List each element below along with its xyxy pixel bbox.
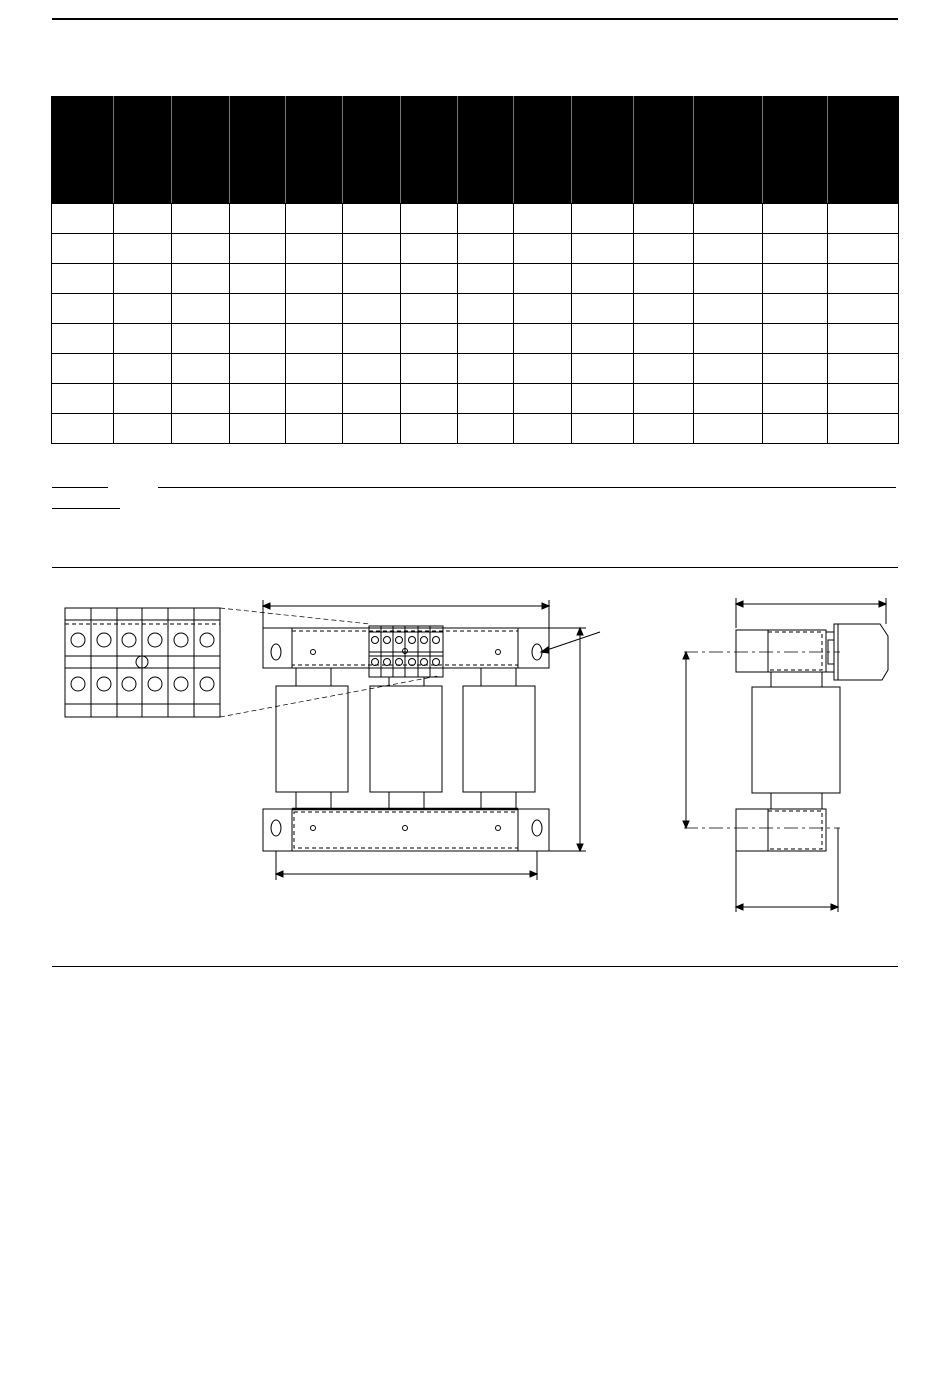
table-cell [342, 293, 400, 323]
table-cell [762, 203, 827, 233]
table-cell [342, 383, 400, 413]
header-cell [229, 96, 285, 203]
table-cell [571, 233, 633, 263]
table-cell [513, 413, 571, 443]
front-view [263, 600, 600, 880]
table-cell [513, 353, 571, 383]
table-cell [571, 323, 633, 353]
header-cell [285, 96, 342, 203]
table-cell [457, 383, 513, 413]
table-cell [285, 383, 342, 413]
table-cell [51, 263, 113, 293]
table-cell [513, 263, 571, 293]
table-cell [762, 323, 827, 353]
note-underline-left [52, 487, 108, 488]
header-cell [400, 96, 457, 203]
table-cell [571, 203, 633, 233]
table-cell [342, 413, 400, 443]
table-cell [762, 353, 827, 383]
table-cell [171, 353, 229, 383]
table-cell [633, 353, 693, 383]
table-cell [285, 203, 342, 233]
table-cell [285, 413, 342, 443]
table-cell [762, 383, 827, 413]
table-cell [827, 383, 899, 413]
table-cell [51, 293, 113, 323]
table-cell [229, 383, 285, 413]
table-cell [633, 233, 693, 263]
table-cell [51, 203, 113, 233]
table-cell [342, 323, 400, 353]
table-cell [229, 203, 285, 233]
table-cell [693, 233, 762, 263]
header-cell [171, 96, 229, 203]
table-cell [400, 293, 457, 323]
table-cell [285, 293, 342, 323]
table-cell [113, 203, 171, 233]
table-cell [457, 323, 513, 353]
table-cell [171, 383, 229, 413]
table-cell [827, 353, 899, 383]
table-cell [571, 353, 633, 383]
table-cell [513, 233, 571, 263]
header-cell [513, 96, 571, 203]
header-cell [457, 96, 513, 203]
table-cell [342, 203, 400, 233]
table-cell [457, 263, 513, 293]
spec-table [51, 96, 899, 444]
table-cell [693, 413, 762, 443]
table-cell [762, 263, 827, 293]
table-cell [633, 413, 693, 443]
table-cell [633, 263, 693, 293]
table-cell [113, 383, 171, 413]
table-cell [693, 263, 762, 293]
table-row-divider [51, 443, 899, 444]
table-cell [400, 263, 457, 293]
terminal-block-detail [65, 608, 220, 717]
table-cell [113, 263, 171, 293]
header-cell [762, 96, 827, 203]
table-cell [229, 323, 285, 353]
bottom-rule [52, 966, 898, 967]
table-cell [633, 203, 693, 233]
top-rule [52, 18, 898, 20]
table-cell [827, 413, 899, 443]
table-cell [229, 233, 285, 263]
table-cell [400, 383, 457, 413]
table-cell [827, 263, 899, 293]
side-view [683, 598, 888, 912]
table-cell [171, 263, 229, 293]
table-cell [113, 293, 171, 323]
table-cell [513, 323, 571, 353]
table-cell [229, 293, 285, 323]
table-cell [51, 413, 113, 443]
table-cell [571, 263, 633, 293]
table-cell [229, 413, 285, 443]
table-cell [457, 353, 513, 383]
table-cell [513, 203, 571, 233]
table-cell [693, 293, 762, 323]
table-cell [113, 233, 171, 263]
table-cell [171, 203, 229, 233]
header-cell [51, 96, 113, 203]
table-cell [342, 233, 400, 263]
table-cell [827, 233, 899, 263]
table-cell [693, 383, 762, 413]
table-cell [113, 323, 171, 353]
table-cell [762, 413, 827, 443]
table-cell [457, 293, 513, 323]
table-cell [457, 413, 513, 443]
table-cell [400, 323, 457, 353]
transformer-drawing [0, 568, 950, 966]
table-cell [400, 203, 457, 233]
table-cell [171, 293, 229, 323]
table-cell [113, 413, 171, 443]
header-cell [571, 96, 633, 203]
table-cell [171, 323, 229, 353]
table-cell [457, 233, 513, 263]
table-cell [285, 323, 342, 353]
table-cell [827, 293, 899, 323]
table-cell [171, 233, 229, 263]
table-cell [285, 233, 342, 263]
header-cell [633, 96, 693, 203]
table-cell [400, 233, 457, 263]
table-cell [571, 293, 633, 323]
table-cell [51, 323, 113, 353]
table-cell [633, 323, 693, 353]
table-cell [633, 293, 693, 323]
header-cell [693, 96, 762, 203]
table-cell [51, 233, 113, 263]
header-cell [342, 96, 400, 203]
table-cell [827, 203, 899, 233]
table-header [51, 96, 899, 203]
table-cell [571, 383, 633, 413]
table-cell [113, 353, 171, 383]
table-cell [342, 263, 400, 293]
note-underline-second [52, 508, 120, 509]
header-cell [827, 96, 899, 203]
table-cell [693, 323, 762, 353]
table-cell [762, 293, 827, 323]
table-cell [693, 203, 762, 233]
table-cell [229, 263, 285, 293]
table-cell [400, 353, 457, 383]
table-cell [400, 413, 457, 443]
table-cell [571, 413, 633, 443]
table-cell [633, 383, 693, 413]
table-cell [285, 353, 342, 383]
table-cell [693, 353, 762, 383]
table-cell [229, 353, 285, 383]
table-cell [513, 383, 571, 413]
table-cell [827, 323, 899, 353]
table-cell [457, 203, 513, 233]
header-cell [113, 96, 171, 203]
table-cell [762, 233, 827, 263]
table-cell [342, 353, 400, 383]
note-rule [158, 487, 896, 488]
table-cell [171, 413, 229, 443]
table-cell [285, 263, 342, 293]
table-cell [513, 293, 571, 323]
note-area [52, 480, 898, 520]
table-cell [51, 353, 113, 383]
table-cell [51, 383, 113, 413]
